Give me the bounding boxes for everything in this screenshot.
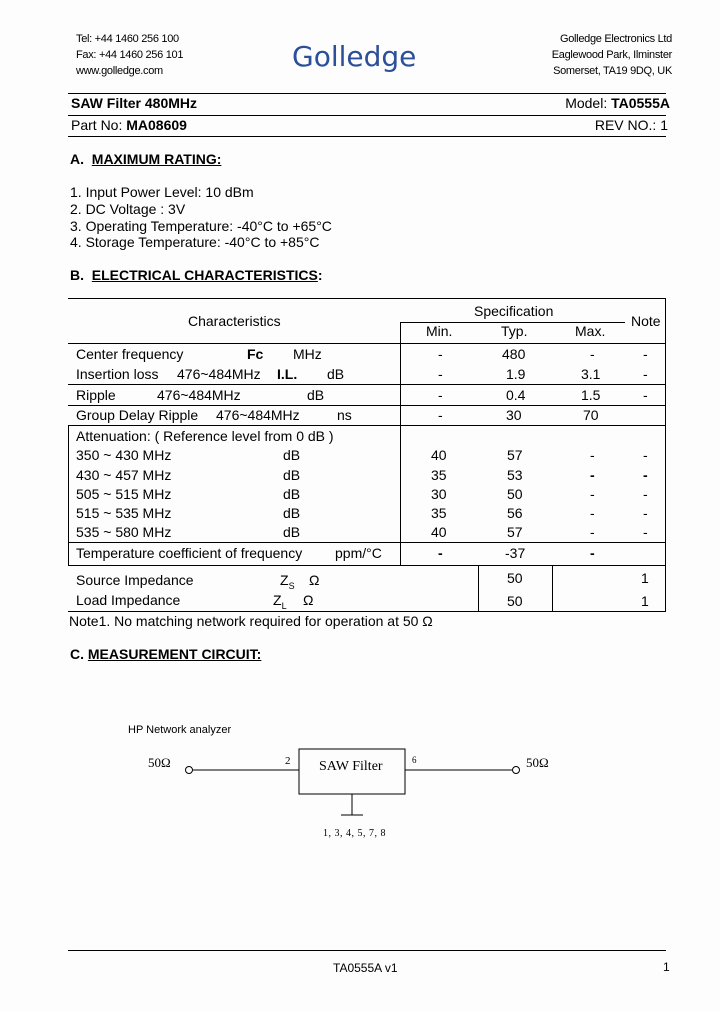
attenuation-typ: 56 — [507, 505, 523, 521]
revision-number: REV NO.: 1 — [594, 117, 668, 133]
row-min: - — [438, 346, 443, 362]
attenuation-note: - — [643, 467, 648, 483]
load-impedance-note: 1 — [641, 593, 649, 609]
col-header-min: Min. — [426, 323, 453, 339]
source-impedance-symbol: $Z_S$ — [280, 572, 295, 591]
row-note: - — [643, 387, 648, 403]
attenuation-min: 40 — [431, 447, 447, 463]
section-a-heading: A. MAXIMUM RATING: — [70, 151, 222, 167]
rating-item: 3. Operating Temperature: -40°C to +65°C — [70, 218, 332, 234]
attenuation-range: 350 ~ 430 MHz — [76, 447, 172, 463]
attenuation-range: 505 ~ 515 MHz — [76, 486, 172, 502]
row-min: - — [438, 387, 443, 403]
temp-coeff-unit: ppm/°C — [335, 545, 382, 561]
footer-rule — [68, 950, 666, 951]
source-impedance-unit: Ω — [309, 572, 320, 588]
attenuation-unit: dB — [283, 505, 301, 521]
col-header-note: Note — [631, 313, 661, 329]
output-port-label: 50Ω — [526, 755, 549, 770]
input-port-label: 50Ω — [148, 755, 171, 770]
network-analyzer-label: HP Network analyzer — [128, 724, 232, 736]
load-impedance-label: Load Impedance — [76, 592, 181, 608]
header-address-2: Somerset, TA19 9DQ, UK — [553, 65, 672, 77]
header-tel: Tel: +44 1460 256 100 — [76, 33, 179, 45]
section-c-heading: C. MEASUREMENT CIRCUIT: — [70, 646, 262, 662]
row-unit: dB — [307, 387, 325, 403]
attenuation-min: 40 — [431, 524, 447, 540]
attenuation-unit: dB — [283, 524, 301, 540]
attenuation-note: - — [643, 447, 648, 463]
load-impedance-unit: Ω — [303, 592, 314, 608]
row-note: - — [643, 366, 648, 382]
load-impedance-typ: 50 — [507, 593, 523, 609]
output-pin-label: 6 — [412, 755, 417, 765]
attenuation-unit: dB — [283, 486, 301, 502]
header-company: Golledge Electronics Ltd — [559, 33, 672, 45]
attenuation-max: - — [590, 447, 595, 463]
row-min: - — [438, 366, 443, 382]
col-header-characteristics: Characteristics — [188, 313, 281, 329]
attenuation-typ: 50 — [507, 486, 523, 502]
row-note: - — [643, 346, 648, 362]
attenuation-note: - — [643, 505, 648, 521]
load-impedance-symbol: $Z_L$ — [273, 592, 287, 611]
row-typ: 480 — [502, 346, 526, 362]
row-min: - — [438, 407, 443, 423]
attenuation-title: Attenuation: ( Reference level from 0 dB ) — [76, 428, 334, 444]
attenuation-range: 515 ~ 535 MHz — [76, 505, 172, 521]
footer-document-id: TA0555A v1 — [333, 961, 398, 975]
attenuation-max: - — [590, 505, 595, 521]
attenuation-typ: 53 — [507, 467, 523, 483]
row-condition: 476~484MHz — [177, 366, 261, 382]
row-unit: ns — [337, 407, 352, 423]
part-number: Part No: MA08609 — [71, 117, 187, 133]
attenuation-note: - — [643, 486, 648, 502]
row-label: Insertion loss — [76, 366, 159, 382]
row-max: 1.5 — [581, 387, 601, 403]
input-port-circle — [186, 767, 193, 774]
temp-coeff-typ: -37 — [505, 545, 526, 561]
row-max: - — [590, 346, 595, 362]
attenuation-max: - — [590, 467, 595, 483]
col-header-specification: Specification — [474, 303, 554, 319]
header-fax: Fax: +44 1460 256 101 — [76, 49, 184, 61]
input-pin-label: 2 — [285, 755, 291, 767]
rating-item: 4. Storage Temperature: -40°C to +85°C — [70, 234, 320, 250]
source-impedance-note: 1 — [641, 570, 649, 586]
row-max: 70 — [583, 407, 599, 423]
attenuation-max: - — [590, 486, 595, 502]
row-label: Ripple — [76, 387, 116, 403]
col-header-typ: Typ. — [501, 323, 528, 339]
attenuation-typ: 57 — [507, 447, 523, 463]
ground-pins-label: 1, 3, 4, 5, 7, 8 — [323, 828, 386, 839]
attenuation-min: 30 — [431, 486, 447, 502]
row-label: Center frequency — [76, 346, 184, 362]
output-port-circle — [513, 767, 520, 774]
row-unit: dB — [327, 366, 345, 382]
note-1: Note1. No matching network required for operation at 50 Ω — [69, 613, 433, 629]
rating-item: 1. Input Power Level: 10 dBm — [70, 184, 254, 200]
source-impedance-typ: 50 — [507, 570, 523, 586]
footer-page-number: 1 — [663, 960, 670, 974]
header-address-1: Eaglewood Park, Ilminster — [551, 49, 672, 61]
row-symbol: I.L. — [277, 366, 298, 382]
product-title: SAW Filter 480MHz — [71, 95, 198, 111]
source-impedance-label: Source Impedance — [76, 572, 194, 588]
attenuation-min: 35 — [431, 505, 447, 521]
row-label: Group Delay Ripple — [76, 407, 199, 423]
temp-coeff-min: - — [438, 545, 443, 561]
attenuation-note: - — [643, 524, 648, 540]
row-condition: 476~484MHz — [216, 407, 300, 423]
saw-filter-label: SAW Filter — [319, 759, 383, 774]
company-logo: Golledge — [292, 40, 417, 73]
model-number: Model: TA0555A — [565, 95, 670, 111]
row-unit: MHz — [293, 346, 322, 362]
attenuation-min: 35 — [431, 467, 447, 483]
section-b-heading: B. ELECTRICAL CHARACTERISTICS: — [70, 267, 323, 283]
header-website[interactable]: www.golledge.com — [76, 65, 163, 77]
attenuation-range: 535 ~ 580 MHz — [76, 524, 172, 540]
row-typ: 30 — [506, 407, 522, 423]
rating-item: 2. DC Voltage : 3V — [70, 201, 186, 217]
row-max: 3.1 — [581, 366, 601, 382]
attenuation-max: - — [590, 524, 595, 540]
attenuation-unit: dB — [283, 467, 301, 483]
col-header-max: Max. — [575, 323, 606, 339]
attenuation-unit: dB — [283, 447, 301, 463]
row-symbol: Fc — [247, 346, 264, 362]
temp-coeff-max: - — [590, 545, 595, 561]
row-typ: 1.9 — [506, 366, 526, 382]
row-typ: 0.4 — [506, 387, 526, 403]
attenuation-range: 430 ~ 457 MHz — [76, 467, 172, 483]
row-condition: 476~484MHz — [157, 387, 241, 403]
attenuation-typ: 57 — [507, 524, 523, 540]
temp-coeff-label: Temperature coefficient of frequency — [76, 545, 303, 561]
